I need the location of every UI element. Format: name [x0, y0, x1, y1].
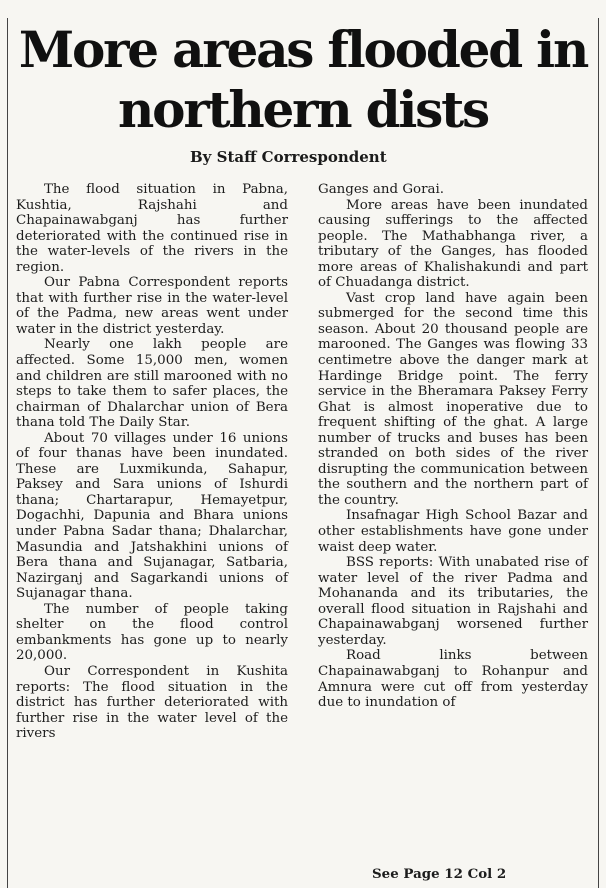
paragraph: Nearly one lakh people are affected. Some 15,000 men, women and children are still marooned with no steps to take them to safer places, the chairman of Dhalarchar union of Bera thana told The Daily Star.	[16, 337, 288, 431]
paragraph: About 70 villages under 16 unions of four thanas have been inundated. These are Luxmikunda, Sahapur, Paksey and Sara unions of Ishurdi thana; Chartarapur, Hemayetpur, Dogachhi, Dapunia and Bhara unions under Pabna Sadar thana; Dhalarchar, Masundia and Jatshakhini unions of Bera thana and Sujanagar, Satbaria, Nazirganj and Sagarkandi unions of Sujanagar thana.	[16, 430, 288, 602]
right-column-rule	[598, 18, 599, 888]
paragraph: Road links between Chapainawabganj to Rohanpur and Amnura were cut off from yesterday due to inundation of	[318, 648, 588, 711]
paragraph: Vast crop land have again been submerged for the second time this season. About 20 thousand people are marooned. The Ganges was flowing 33 centimetre above the danger mark at Hardinge Bridge point. The ferry service in the Bheramara Paksey Ferry Ghat is almost inoperative due to frequent shifting of the ghat. A large number of trucks and buses has been stranded on both sides of the river disrupting the communication between the southern and the northern part of the country.	[318, 290, 588, 508]
byline: By Staff Correspondent	[190, 148, 387, 166]
paragraph: Our Correspondent in Kushita reports: The flood situation in the district has further deteriorated with further rise in the water level of the rivers	[16, 663, 288, 742]
left-column-rule	[7, 18, 8, 888]
paragraph: Our Pabna Correspondent reports that with further rise in the water-level of the Padma, new areas went under water in the district yesterday.	[16, 275, 288, 337]
headline: More areas flooded in northern dists	[18, 20, 588, 139]
paragraph: More areas have been inundated causing sufferings to the affected people. The Mathabhanga river, a tributary of the Ganges, has flooded more areas of Khalishakundi and part of Chuadanga district.	[318, 197, 588, 291]
paragraph: The number of people taking shelter on the flood control embankments has gone up to nearly 20,000.	[16, 601, 288, 664]
paragraph-continuation: Ganges and Gorai.	[318, 182, 445, 197]
article-column-right	[318, 182, 588, 711]
article-column-left	[16, 182, 288, 742]
paragraph: Insafnagar High School Bazar and other establishments have gone under waist deep water.	[318, 508, 588, 555]
continued-on-page-note: See Page 12 Col 2	[372, 866, 507, 882]
paragraph: BSS reports: With unabated rise of water level of the river Padma and Mohananda and its tributaries, the overall flood situation in Rajshahi and Chapainawabganj worsened further yesterday.	[318, 555, 588, 648]
paragraph: The flood situation in Pabna, Kushtia, Rajshahi and Chapainawabganj has further deteriorated with the continued rise in the water-levels of the rivers in the region.	[16, 182, 288, 275]
